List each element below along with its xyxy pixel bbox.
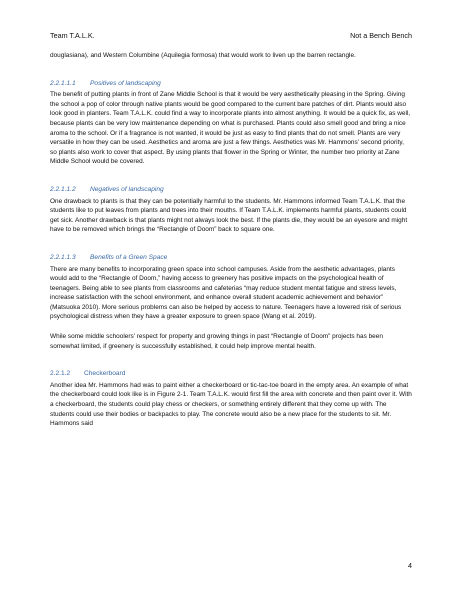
section-number: 2.2.1.1.1 xyxy=(50,79,76,87)
section-heading-green-space xyxy=(50,253,412,263)
section-number: 2.2.1.2 xyxy=(50,370,71,378)
section-title: Checkerboard xyxy=(84,370,126,378)
body-paragraph: While some middle schoolers' respect for property and growing things in past “Rectangle of Doom” projects has been somewhat limited, if greenery is successfully established, it could help improve mental health. xyxy=(50,333,383,350)
section-title: Positives of landscaping xyxy=(90,79,161,87)
body-paragraph: There are many benefits to incorporating green space into school campuses. Aside from the aesthetic advantages, plants would add to the “Rectangle of Doom,” having access to greenery has positive impacts on the psychological health of teenagers. Being able to see plants from classrooms and cafeterias “may reduce student mental fatigue and stress levels, increase satisfaction with the school environment, and enhance overall student academic achievement and behavior” (Matsuoka 2010). More serious problems can also be helped by access to nature. Teenagers have a lowered risk of serious psychological distress when they have a greater exposure to green space (Wang et al. 2019). xyxy=(50,265,402,321)
section-title: Negatives of landscaping xyxy=(90,185,164,193)
intro-continuation-paragraph: douglasiana), and Western Columbine (Aquilegia formosa) that would work to liven up the barren rectangle. xyxy=(50,52,356,59)
header-project-title: Not a Bench Bench xyxy=(350,31,412,40)
section-title: Benefits of a Green Space xyxy=(90,253,168,261)
body-paragraph: One drawback to plants is that they can be potentially harmful to the students. Mr. Hammons informed Team T.A.L.K. that the students like to put leaves from plants and trees into their mouths. If Team T.A.L.K. implements harmful plants, students could get sick. Another drawback is that plants might not always look the best. If the plants die, they would be an eyesore and might have to be removed which brings the “Rectangle of Doom” back to square one. xyxy=(50,197,408,234)
body-paragraph: Another idea Mr. Hammons had was to paint either a checkerboard or tic-tac-toe board in the empty area. An example of what the checkerboard could look like is in Figure 2-1. Team T.A.L.K. would first fill the area with concrete and then paint over it. With a checkerboard, the students could play chess or checkers, or something entirely different that they come up with. The students could use their bodies or backpacks to play. The concrete would also be a new place for the students to sit. Mr. Hammons said xyxy=(50,381,412,428)
section-heading-positives xyxy=(50,79,412,89)
section-heading-checkerboard xyxy=(50,369,412,379)
page-number: 4 xyxy=(408,561,412,570)
section-number: 2.2.1.1.2 xyxy=(50,185,76,193)
section-number: 2.2.1.1.3 xyxy=(50,253,76,261)
body-paragraph: The benefit of putting plants in front of Zane Middle School is that it would be very aesthetically pleasing in the Spring. Giving the school a pop of color through native plants would be good compared to the current bare patches of dirt. Plants would also look good in planters. Team T.A.L.K. could find a way to incorporate plants into almost anything. It would be a quick fix, as well, because plants can be very low maintenance depending on what is purchased. Plants could also smell good and bring a nice aroma to the school. Or if a fragrance is not wanted, it would be just as easy to find plants that do not smell. Plants are very versatile in how they can be used. Aesthetics and aroma are just a few things. Aesthetics was Mr. Hammons' second priority, so plants also work to cover that aspect. By using plants that flower in the Spring or Winter, the number two priority at Zane Middle School would be covered. xyxy=(50,91,411,166)
header-team-name: Team T.A.L.K. xyxy=(50,31,95,40)
section-heading-negatives xyxy=(50,185,412,195)
page-body xyxy=(50,51,412,439)
